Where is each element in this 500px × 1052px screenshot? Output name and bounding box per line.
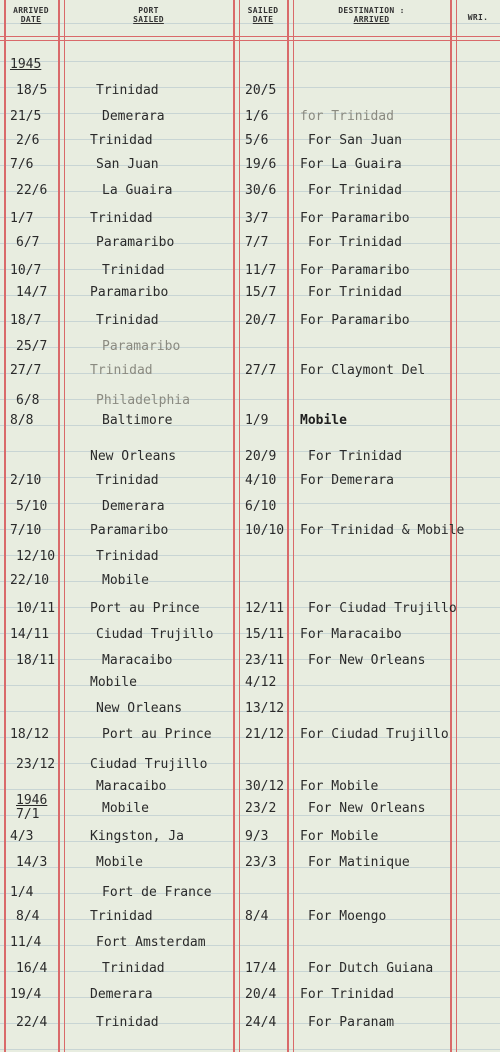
arrived-date: 22/4: [16, 1015, 48, 1030]
sailed-date: 30/12: [245, 779, 285, 794]
port-sailed: Maracaibo: [96, 779, 167, 794]
destination: For Trinidad: [308, 285, 402, 300]
arrived-date: 6/7: [16, 235, 40, 250]
destination: For Maracaibo: [300, 627, 402, 642]
arrived-date: 7/10: [10, 523, 42, 538]
arrived-date: 7/1: [16, 807, 40, 822]
sailed-date: 24/4: [245, 1015, 277, 1030]
port-sailed: Mobile: [102, 801, 149, 816]
destination: For Paramaribo: [300, 211, 410, 226]
port-sailed: Philadelphia: [96, 393, 190, 408]
sailed-date: 11/7: [245, 263, 277, 278]
sailed-date: 9/3: [245, 829, 269, 844]
port-sailed: La Guaira: [102, 183, 173, 198]
sailed-date: 1/6: [245, 109, 269, 124]
arrived-date: 16/4: [16, 961, 48, 976]
arrived-date: 8/8: [10, 413, 34, 428]
port-sailed: Mobile: [102, 573, 149, 588]
header-destination: [295, 6, 448, 24]
sailed-date: 20/5: [245, 83, 277, 98]
sailed-date: 21/12: [245, 727, 285, 742]
arrived-date: 14/3: [16, 855, 48, 870]
destination: For Paramaribo: [300, 313, 410, 328]
arrived-date: 18/12: [10, 727, 50, 742]
arrived-date: 4/3: [10, 829, 34, 844]
destination: For Mobile: [300, 829, 379, 844]
destination: For Trinidad: [308, 235, 402, 250]
port-sailed: Trinidad: [96, 1015, 159, 1030]
port-sailed: Trinidad: [90, 909, 153, 924]
destination: For Trinidad & Mobile: [300, 523, 465, 538]
column-rule: [233, 0, 235, 1052]
sailed-date: 3/7: [245, 211, 269, 226]
sailed-date: 4/12: [245, 675, 277, 690]
sailed-date: 15/7: [245, 285, 277, 300]
port-sailed: New Orleans: [90, 449, 177, 464]
destination: For Matinique: [308, 855, 410, 870]
port-sailed: Trinidad: [96, 313, 159, 328]
sailed-date: 4/10: [245, 473, 277, 488]
port-sailed: Trinidad: [96, 83, 159, 98]
column-rule: [293, 0, 294, 1052]
port-sailed: New Orleans: [96, 701, 183, 716]
arrived-date: 10/7: [10, 263, 42, 278]
destination: For Moengo: [308, 909, 387, 924]
port-sailed: Baltimore: [102, 413, 173, 428]
header-arrived-line2: DATE: [20, 15, 42, 24]
destination: For Mobile: [300, 779, 379, 794]
port-sailed: Port au Prince: [90, 601, 200, 616]
arrived-date: 14/11: [10, 627, 50, 642]
arrived-date: 25/7: [16, 339, 48, 354]
arrived-date: 1946: [16, 793, 48, 808]
sailed-date: 30/6: [245, 183, 277, 198]
header-port: [66, 6, 231, 24]
sailed-date: 23/2: [245, 801, 277, 816]
port-sailed: Trinidad: [96, 473, 159, 488]
destination: For San Juan: [308, 133, 402, 148]
header-wri: [458, 13, 498, 22]
sailed-date: 8/4: [245, 909, 269, 924]
sailed-date: 23/3: [245, 855, 277, 870]
column-rule: [239, 0, 240, 1052]
column-rule: [287, 0, 289, 1052]
arrived-date: 5/10: [16, 499, 48, 514]
port-sailed: Demerara: [102, 109, 165, 124]
sailed-date: 5/6: [245, 133, 269, 148]
arrived-date: 2/10: [10, 473, 42, 488]
destination: for Trinidad: [300, 109, 394, 124]
sailed-date: 1/9: [245, 413, 269, 428]
destination: For New Orleans: [308, 801, 426, 816]
port-sailed: Paramaribo: [90, 285, 169, 300]
arrived-date: 8/4: [16, 909, 40, 924]
header-sailed-line1: SAILED: [247, 6, 279, 15]
arrived-date: 21/5: [10, 109, 42, 124]
destination: For Claymont Del: [300, 363, 426, 378]
destination: For Trinidad: [308, 183, 402, 198]
sailed-date: 13/12: [245, 701, 285, 716]
arrived-date: 18/11: [16, 653, 56, 668]
header-rule: [0, 40, 500, 41]
port-sailed: Paramaribo: [102, 339, 181, 354]
port-sailed: Paramaribo: [96, 235, 175, 250]
sailed-date: 20/4: [245, 987, 277, 1002]
destination: For Dutch Guiana: [308, 961, 434, 976]
arrived-date: 27/7: [10, 363, 42, 378]
destination: For Paranam: [308, 1015, 395, 1030]
header-sailed: [241, 6, 285, 24]
port-sailed: Mobile: [96, 855, 143, 870]
port-sailed: Fort Amsterdam: [96, 935, 206, 950]
destination: For New Orleans: [308, 653, 426, 668]
port-sailed: Trinidad: [90, 133, 153, 148]
port-sailed: Ciudad Trujillo: [96, 627, 214, 642]
port-sailed: Trinidad: [102, 263, 165, 278]
arrived-date: 6/8: [16, 393, 40, 408]
arrived-date: 22/10: [10, 573, 50, 588]
port-sailed: Kingston, Ja: [90, 829, 184, 844]
header-port-line2: SAILED: [133, 15, 164, 24]
column-rule: [64, 0, 65, 1052]
sailed-date: 23/11: [245, 653, 285, 668]
header-port-line1: PORT: [138, 6, 159, 15]
arrived-date: 18/7: [10, 313, 42, 328]
destination: For Trinidad: [308, 449, 402, 464]
arrived-date: 14/7: [16, 285, 48, 300]
destination: For Trinidad: [300, 987, 394, 1002]
destination: For Ciudad Trujillo: [300, 727, 449, 742]
arrived-date: 1/4: [10, 885, 34, 900]
port-sailed: Trinidad: [102, 961, 165, 976]
sailed-date: 19/6: [245, 157, 277, 172]
destination: For Paramaribo: [300, 263, 410, 278]
destination: Mobile: [300, 413, 347, 428]
sailed-date: 12/11: [245, 601, 285, 616]
port-sailed: Port au Prince: [102, 727, 212, 742]
header-sailed-line2: DATE: [252, 15, 274, 24]
arrived-date: 18/5: [16, 83, 48, 98]
arrived-date: 22/6: [16, 183, 48, 198]
column-rule: [58, 0, 60, 1052]
arrived-date: 11/4: [10, 935, 42, 950]
sailed-date: 27/7: [245, 363, 277, 378]
header-wri-text: WRI.: [467, 13, 489, 22]
column-rule: [4, 0, 6, 1052]
arrived-date: 2/6: [16, 133, 40, 148]
port-sailed: Fort de France: [102, 885, 212, 900]
header-destination-line2: ARRIVED: [353, 15, 390, 24]
sailed-date: 7/7: [245, 235, 269, 250]
port-sailed: Demerara: [90, 987, 153, 1002]
arrived-date: 12/10: [16, 549, 56, 564]
sailed-date: 10/10: [245, 523, 285, 538]
arrived-date: 1/7: [10, 211, 34, 226]
header-destination-line1: DESTINATION :: [338, 6, 405, 15]
arrived-date: 7/6: [10, 157, 34, 172]
sailed-date: 15/11: [245, 627, 285, 642]
destination: For La Guaira: [300, 157, 402, 172]
port-sailed: Demerara: [102, 499, 165, 514]
port-sailed: Maracaibo: [102, 653, 173, 668]
sailed-date: 20/9: [245, 449, 277, 464]
port-sailed: Paramaribo: [90, 523, 169, 538]
header-rule: [0, 36, 500, 37]
arrived-date: 19/4: [10, 987, 42, 1002]
header-arrived: [6, 6, 56, 24]
header-arrived-line1: ARRIVED: [13, 6, 49, 15]
arrived-date: 10/11: [16, 601, 56, 616]
destination: For Ciudad Trujillo: [308, 601, 457, 616]
port-sailed: Trinidad: [90, 211, 153, 226]
sailed-date: 17/4: [245, 961, 277, 976]
port-sailed: San Juan: [96, 157, 159, 172]
port-sailed: Mobile: [90, 675, 137, 690]
port-sailed: Trinidad: [90, 363, 153, 378]
sailed-date: 20/7: [245, 313, 277, 328]
port-sailed: Trinidad: [96, 549, 159, 564]
port-sailed: Ciudad Trujillo: [90, 757, 208, 772]
arrived-date: 23/12: [16, 757, 56, 772]
arrived-date: 1945: [10, 57, 42, 72]
destination: For Demerara: [300, 473, 394, 488]
sailed-date: 6/10: [245, 499, 277, 514]
